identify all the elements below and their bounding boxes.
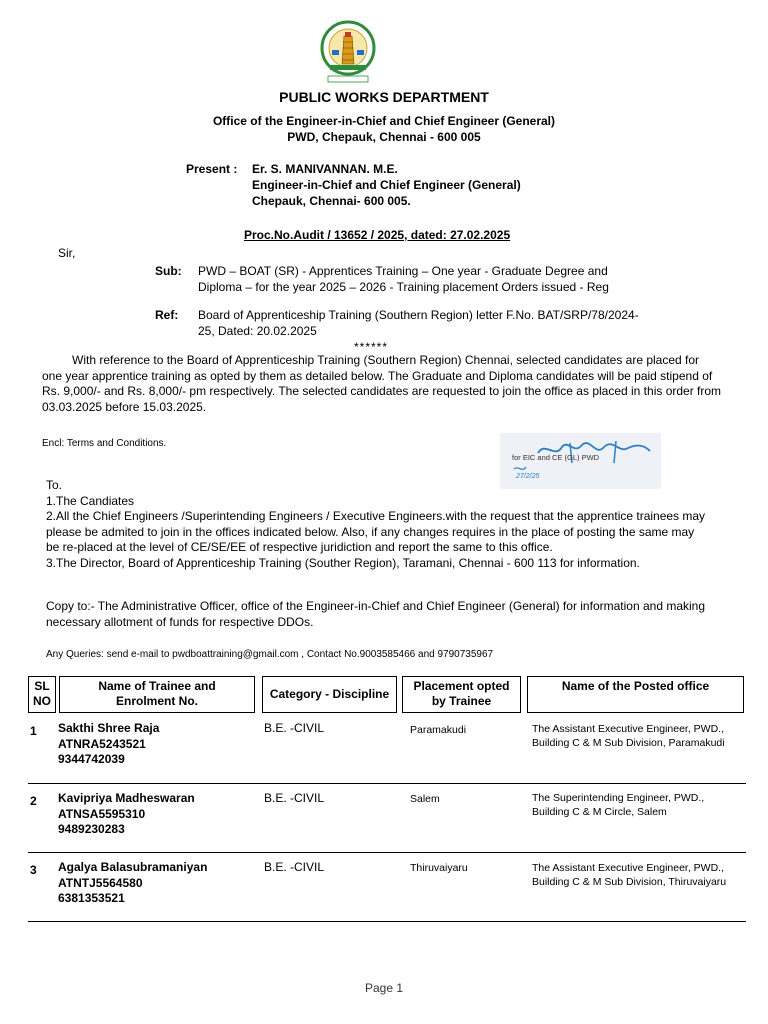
row-2-phone: 9489230283 [58,822,125,836]
to-section [46,478,705,571]
to-item-2-line-3: be re-placed at the level of CE/SE/EE of respective juridiction and report the same to this office. [46,540,553,554]
reference-line-2: 25, Dated: 20.02.2025 [198,323,317,338]
office-line-1: Office of the Engineer-in-Chief and Chief Engineer (General) [212,114,556,128]
row-2-name: Kavipriya Madheswaran [58,791,195,805]
row-2-office-line-2: Building C & M Circle, Salem [532,806,667,818]
tamil-nadu-emblem-icon [320,20,376,86]
row-3-phone: 6381353521 [58,891,125,905]
signature-caption: for EIC and CE (GL) PWD [512,453,600,462]
page-number: Page 1 [364,981,404,995]
table-header-office: Name of the Posted office [527,676,744,713]
row-1-name: Sakthi Shree Raja [58,721,160,735]
header-sl-line-1: SL [34,679,50,693]
row-divider-2 [28,852,746,853]
row-1-category: B.E. -CIVIL [264,721,325,735]
header-placement-line-1: Placement opted [413,679,510,693]
row-1-office-line-2: Building C & M Sub Division, Paramakudi [532,737,725,749]
copy-to [46,599,705,630]
table-header-placement [402,676,521,713]
header-name-line-2: Enrolment No. [115,694,198,708]
row-3-office [532,861,726,889]
signature-date: 27/2/25 [516,473,540,480]
subject-text [198,264,609,295]
table-header-category: Category - Discipline [262,676,397,713]
row-3-placement: Thiruvaiyaru [410,862,468,874]
subject-label: Sub: [155,264,182,278]
present-address: Chepauk, Chennai- 600 005. [252,194,411,208]
row-3-office-line-1: The Assistant Executive Engineer, PWD., [532,862,725,874]
reference-line-1: Board of Apprenticeship Training (Southern Region) letter F.No. BAT/SRP/78/2024- [198,308,639,322]
row-1-sl: 1 [30,724,37,738]
row-divider-1 [28,783,746,784]
copy-to-line-1: Copy to:- The Administrative Officer, office of the Engineer-in-Chief and Chief Engineer (General) for information and making [46,599,706,613]
present-name: Er. S. MANIVANNAN. M.E. [252,162,398,176]
row-3-sl: 3 [30,863,37,877]
row-2-placement: Salem [410,793,440,805]
reference-text [198,308,639,339]
table-header-sl [28,676,56,713]
reference-label: Ref: [155,308,179,322]
copy-to-line-2: necessary allotment of funds for respective DDOs. [46,614,314,629]
to-item-1: 1.The Candiates [46,493,135,508]
body-paragraph [42,353,721,415]
enclosure: Encl: Terms and Conditions. [42,438,167,449]
row-1-trainee [58,721,159,768]
row-2-office-line-1: The Superintending Engineer, PWD., [532,792,705,804]
present-label: Present : [186,162,238,176]
body-line-3: Rs. 9,000/- and Rs. 8,000/- pm respectively. The selected candidates are requested to join the office as placed in this order from [42,384,722,398]
row-3-trainee [58,860,207,907]
subject-line-1: PWD – BOAT (SR) - Apprentices Training – One year - Graduate Degree and [198,264,608,278]
row-1-enrolment: ATNRA5243521 [58,736,146,751]
row-2-enrolment: ATNSA5595310 [58,806,146,821]
subject-line-2: Diploma – for the year 2025 – 2026 - Training placement Orders issued - Reg [198,279,609,294]
row-1-office [532,722,725,750]
header-name-line-1: Name of Trainee and [98,679,216,693]
body-line-4: 03.03.2025 before 15.03.2025. [42,399,207,414]
to-label: To. [46,478,63,492]
header-sl-line-2: NO [33,694,51,708]
header-placement-line-2: by Trainee [431,694,492,708]
present-designation: Engineer-in-Chief and Chief Engineer (General) [252,178,521,192]
row-3-category: B.E. -CIVIL [264,860,325,874]
department-title: PUBLIC WORKS DEPARTMENT [279,89,489,105]
separator: ****** [354,340,389,354]
queries-line: Any Queries: send e-mail to pwdboattraining@gmail.com , Contact No.9003585466 and 9790735967 [46,649,494,660]
to-item-2-line-2: please be admited to join in the offices indicated below. Also, if any changes requires in the place of posting the same may [46,524,695,539]
row-2-office [532,791,704,819]
row-3-office-line-2: Building C & M Sub Division, Thiruvaiyaru [532,876,727,888]
row-divider-3 [28,921,746,922]
row-2-sl: 2 [30,794,37,808]
proc-number: Proc.No.Audit / 13652 / 2025, dated: 27.02.2025 [244,228,511,242]
row-2-category: B.E. -CIVIL [264,791,325,805]
row-1-placement: Paramakudi [410,724,467,736]
to-item-2-line-1: 2.All the Chief Engineers /Superintending Engineers / Executive Engineers.with the request that the apprentice trainees may [46,509,706,523]
salutation: Sir, [58,246,76,260]
row-2-trainee [58,791,195,838]
body-line-1: With reference to the Board of Apprenticeship Training (Southern Region) Chennai, selected candidates are placed for [72,353,700,367]
row-3-enrolment: ATNTJ5564580 [58,875,143,890]
table-header-name [59,676,255,713]
row-1-office-line-1: The Assistant Executive Engineer, PWD., [532,723,725,735]
office-line-2: PWD, Chepauk, Chennai - 600 005 [287,130,481,144]
row-1-phone: 9344742039 [58,752,125,766]
row-3-name: Agalya Balasubramaniyan [58,860,208,874]
to-item-3: 3.The Director, Board of Apprenticeship Training (Souther Region), Taramani, Chennai - 600 113 for information. [46,555,640,570]
body-line-2: one year apprentice training as opted by them as detailed below. The Graduate and Diploma candidates will be paid stipend of [42,368,713,383]
